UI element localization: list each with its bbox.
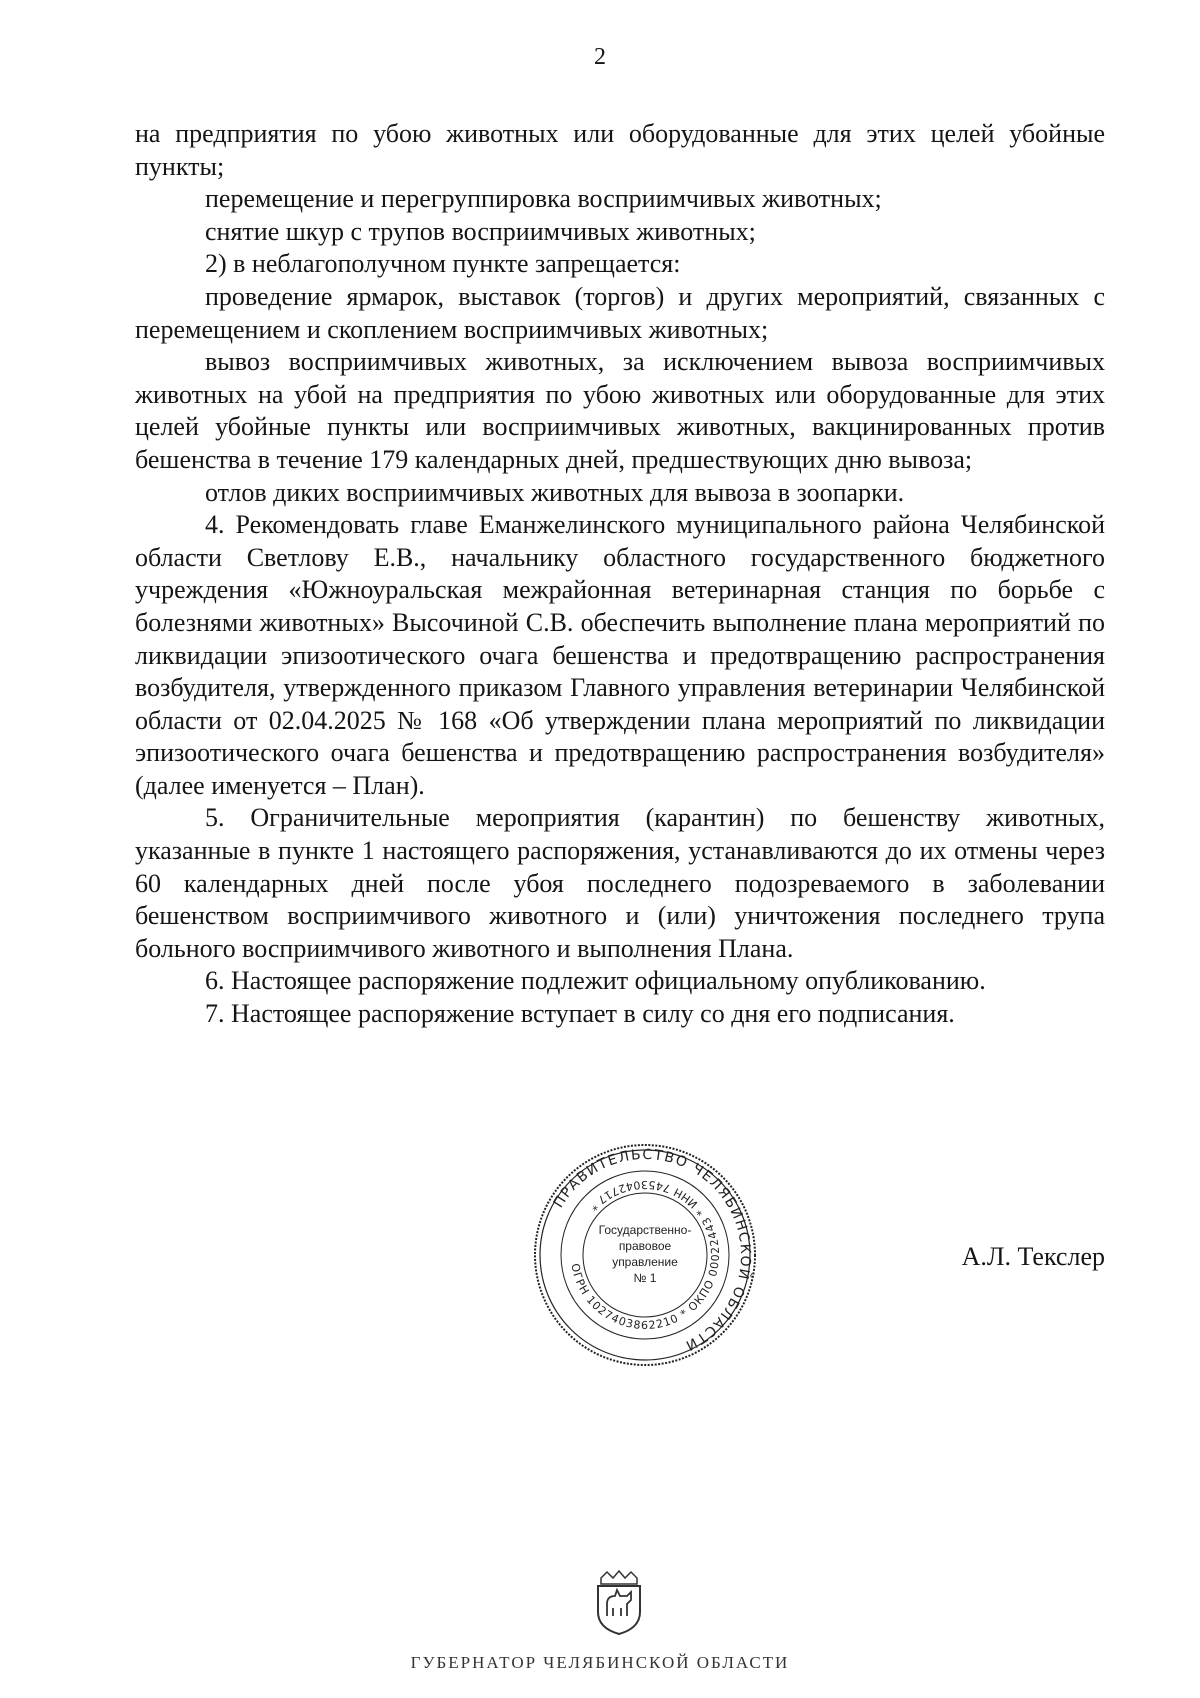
page-number: 2 [594, 44, 606, 70]
signature-block [0, 1140, 1200, 1400]
paragraph: 6. Настоящее распоряжение подлежит официальному опубликованию. [205, 966, 986, 996]
paragraph: проведение ярмарок, выставок (торгов) и других мероприятий, связанных с перемещением и скоплением восприимчивых животных; [135, 281, 1105, 344]
document-body [135, 118, 1105, 1031]
chelyabinsk-coat-of-arms-icon [593, 1570, 645, 1636]
seal-outer-text: ПРАВИТЕЛЬСТВО ЧЕЛЯБИНСКОЙ ОБЛАСТИ [550, 1146, 754, 1354]
seal-center-line-1: Государственно- [598, 1223, 692, 1237]
footer [0, 1570, 1200, 1680]
paragraph: 7. Настоящее распоряжение вступает в силу со дня его подписания. [205, 999, 955, 1029]
paragraph: 2) в неблагополучном пункте запрещается: [205, 249, 681, 279]
seal-center-line-3: управление [612, 1255, 678, 1269]
official-seal-icon [530, 1140, 760, 1370]
footer-caption: ГУБЕРНАТОР ЧЕЛЯБИНСКОЙ ОБЛАСТИ [410, 1653, 790, 1672]
paragraph: вывоз восприимчивых животных, за исключением вывоза восприимчивых животных на убой на предприятия по убою животных или оборудованные для этих целей убойные пункты или восприимчивых животных, вакцинированных против бешенства в течение 179 календарных дней, предшествующих дню вывоза; [135, 347, 1105, 474]
signer-name: А.Л. Текслер [961, 1242, 1105, 1271]
paragraph: 5. Ограничительные мероприятия (карантин) по бешенству животных, указанные в пункте 1 настоящего распоряжения, устанавливаются до их отмены через 60 календарных дней после убоя последнего подозреваемого в заболевании бешенством восприимчивого животного и (или) уничтожения последнего трупа больного восприимчивого животного и выполнения Плана. [135, 803, 1105, 963]
paragraph: снятие шкур с трупов восприимчивых животных; [205, 216, 756, 246]
paragraph: на предприятия по убою животных или оборудованные для этих целей убойные пункты; [135, 119, 1105, 181]
paragraph: 4. Рекомендовать главе Еманжелинского муниципального района Челябинской области Светлову Е.В., начальнику областного государственного бюджетного учреждения «Южноуральская межрайонная ветеринарная станция по борьбе с болезнями животных» Высочиной С.В. обеспечить выполнение плана мероприятий по ликвидации эпизоотического очага бешенства и предотвращению распространения возбудителя, утвержденного приказом Главного управления ветеринарии Челябинской области от 02.04.2025 № 168 «Об утверждении плана мероприятий по ликвидации эпизоотического очага бешенства и предотвращению распространения возбудителя» (далее именуется – План). [135, 510, 1105, 800]
seal-inner-text: ОГРН 1027403862210 * ОКПО 00022443 * ИНН 7453042717 * [568, 1177, 723, 1333]
paragraph: отлов диких восприимчивых животных для вывоза в зоопарки. [205, 477, 905, 507]
seal-center-line-4: № 1 [633, 1271, 657, 1285]
paragraph: перемещение и перегруппировка восприимчивых животных; [205, 184, 882, 214]
seal-center-line-2: правовое [618, 1239, 672, 1253]
